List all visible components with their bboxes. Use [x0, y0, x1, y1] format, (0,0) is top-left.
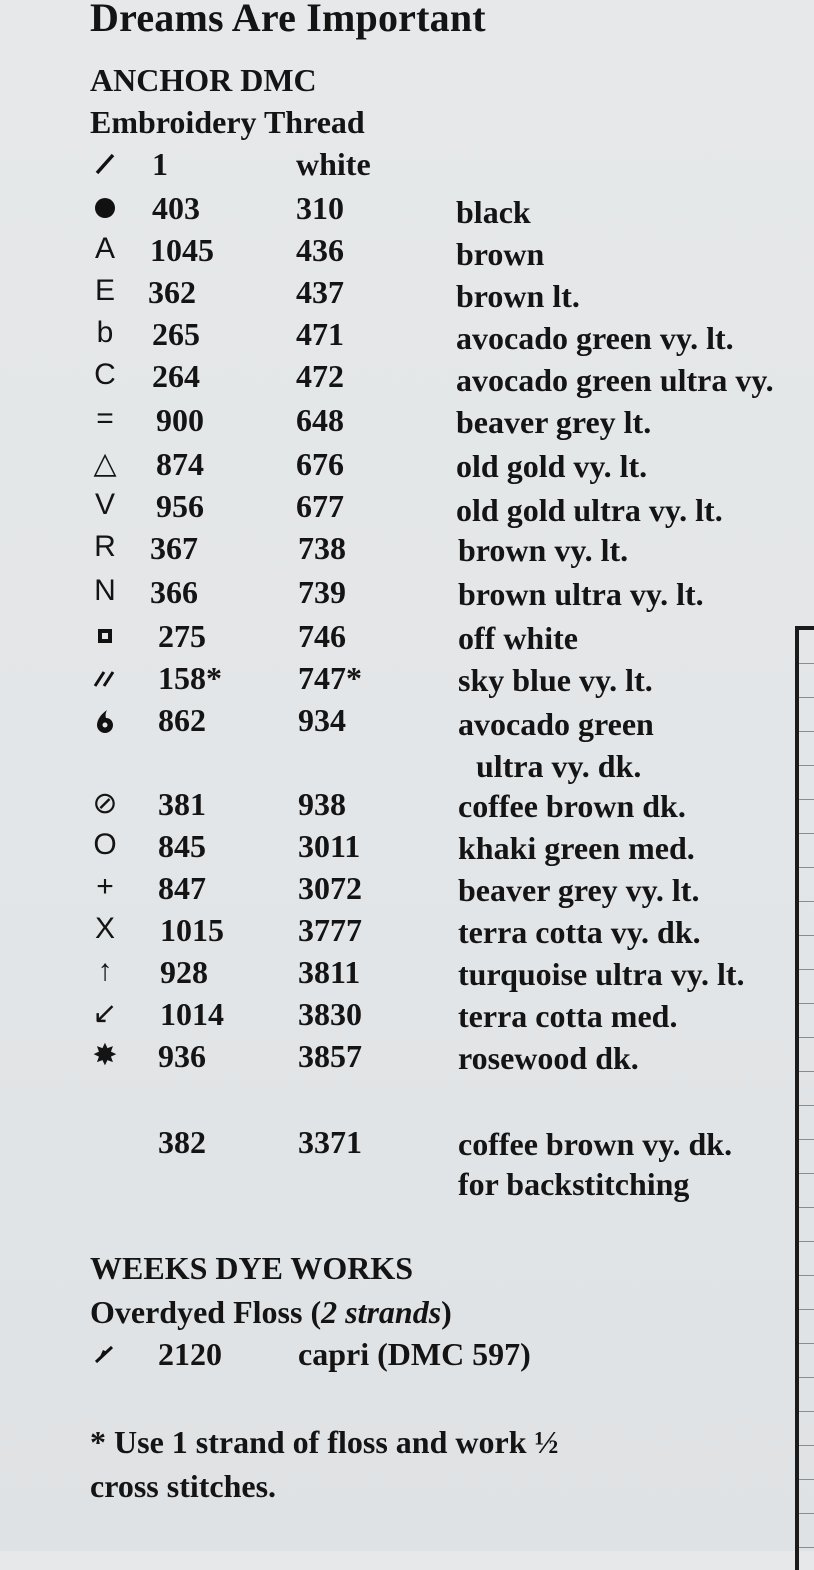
anchor-number: 362 — [148, 274, 196, 310]
color-description: black — [456, 194, 531, 230]
anchor-number: 900 — [156, 402, 204, 438]
dmc-number: 3072 — [298, 870, 362, 906]
color-description: beaver grey vy. lt. — [458, 872, 700, 908]
dmc-number: 648 — [296, 402, 344, 438]
anchor-number: 275 — [158, 618, 206, 654]
color-description: khaki green med. — [458, 830, 695, 866]
thread-row — [0, 190, 814, 230]
thread-row — [0, 996, 814, 1036]
color-description: avocado green vy. lt. — [456, 320, 734, 356]
color-description: coffee brown dk. — [458, 788, 686, 824]
anchor-number: 845 — [158, 828, 206, 864]
subheading-prefix: Overdyed Floss ( — [90, 1294, 322, 1330]
anchor-number: 367 — [150, 530, 198, 566]
dmc-number: 310 — [296, 190, 344, 226]
anchor-number: 1 — [152, 146, 168, 182]
symbol-letter: N — [94, 574, 116, 607]
anchor-number: 874 — [156, 446, 204, 482]
comma-drop-icon — [88, 702, 122, 734]
plus-icon: + — [96, 870, 114, 903]
color-description: old gold vy. lt. — [456, 448, 648, 484]
column-header-type: Embroidery Thread — [90, 104, 365, 140]
anchor-number: 158* — [158, 660, 222, 696]
thread-row — [0, 870, 814, 910]
color-description: sky blue vy. lt. — [458, 662, 653, 698]
color-description-continued: ultra vy. dk. — [476, 748, 642, 784]
triangle-icon: △ — [93, 447, 117, 480]
thread-row — [0, 574, 814, 614]
up-arrow-icon: ↑ — [97, 954, 113, 987]
symbol-letter: b — [96, 316, 114, 349]
backstitch-note: for backstitching — [458, 1166, 690, 1202]
footnote-line-1: * Use 1 strand of floss and work ½ — [90, 1424, 559, 1460]
thread-row — [0, 358, 814, 398]
thread-row — [0, 530, 814, 570]
color-description: brown vy. lt. — [458, 532, 629, 568]
thread-row — [0, 702, 814, 742]
color-description: brown — [456, 236, 545, 272]
dmc-number: 739 — [298, 574, 346, 610]
dmc-number: 938 — [298, 786, 346, 822]
backstitch-row — [0, 1124, 814, 1164]
dmc-number: 471 — [296, 316, 344, 352]
dmc-number: 3371 — [298, 1124, 362, 1160]
dmc-number: 746 — [298, 618, 346, 654]
thread-row — [0, 1038, 814, 1078]
symbol-letter: V — [94, 488, 115, 521]
double-slash-icon — [88, 660, 122, 690]
anchor-number: 265 — [152, 316, 200, 352]
thread-row — [0, 660, 814, 700]
dmc-number: 676 — [296, 446, 344, 482]
footnote-line-2: cross stitches. — [90, 1468, 277, 1504]
color-description: brown ultra vy. lt. — [458, 576, 704, 612]
weeks-subheading — [90, 1294, 452, 1331]
anchor-number: 264 — [152, 358, 200, 394]
column-header-brands: ANCHOR DMC — [90, 62, 317, 98]
thread-row — [0, 954, 814, 994]
thread-row — [0, 786, 814, 826]
weeks-heading: WEEKS DYE WORKS — [90, 1250, 414, 1286]
subheading-strands: 2 strands — [321, 1294, 442, 1330]
color-description: rosewood dk. — [458, 1040, 639, 1076]
filled-circle-icon — [88, 190, 122, 220]
color-description: brown lt. — [456, 278, 580, 314]
color-description: terra cotta med. — [458, 998, 678, 1034]
thread-row — [0, 146, 814, 186]
symbol-letter: R — [94, 530, 116, 563]
weeks-number: 2120 — [158, 1336, 222, 1372]
dmc-number: 3830 — [298, 996, 362, 1032]
dmc-number: 436 — [296, 232, 344, 268]
needle-stroke-icon — [88, 1336, 122, 1366]
color-description: coffee brown vy. dk. — [458, 1126, 733, 1162]
square-dot-icon — [88, 618, 122, 648]
symbol-letter: A — [94, 232, 115, 265]
dmc-number: 747* — [298, 660, 362, 696]
slash-icon — [88, 146, 122, 176]
anchor-number: 1015 — [160, 912, 224, 948]
color-description: beaver grey lt. — [456, 404, 652, 440]
chart-grid-edge — [795, 626, 814, 1570]
anchor-number: 956 — [156, 488, 204, 524]
dmc-number: white — [296, 146, 371, 182]
dmc-number: 738 — [298, 530, 346, 566]
weeks-description: capri (DMC 597) — [298, 1336, 531, 1372]
symbol-letter: E — [94, 274, 115, 307]
dmc-number: 472 — [296, 358, 344, 394]
anchor-number: 382 — [158, 1124, 206, 1160]
color-description: avocado green — [458, 706, 654, 742]
page-title: Dreams Are Important — [90, 0, 486, 40]
thread-row — [0, 488, 814, 528]
thread-row — [0, 618, 814, 658]
symbol-letter: C — [94, 358, 116, 391]
symbol-letter: X — [94, 912, 115, 945]
thread-row — [0, 316, 814, 356]
anchor-number: 1045 — [150, 232, 214, 268]
dmc-number: 3811 — [298, 954, 361, 990]
anchor-number: 366 — [150, 574, 198, 610]
dmc-number: 437 — [296, 274, 344, 310]
subheading-suffix: ) — [441, 1294, 452, 1330]
dmc-number: 934 — [298, 702, 346, 738]
anchor-number: 936 — [158, 1038, 206, 1074]
thread-row — [0, 274, 814, 314]
starburst-icon: ✸ — [92, 1039, 118, 1072]
color-description: turquoise ultra vy. lt. — [458, 956, 745, 992]
thread-row — [0, 446, 814, 486]
thread-row — [0, 402, 814, 442]
thread-row — [0, 232, 814, 272]
color-description: avocado green ultra vy. — [456, 362, 774, 398]
slashed-circle-icon: ⊘ — [92, 787, 118, 820]
dmc-number: 677 — [296, 488, 344, 524]
anchor-number: 403 — [152, 190, 200, 226]
thread-row — [0, 912, 814, 952]
symbol-equals: = — [96, 402, 114, 435]
dmc-number: 3857 — [298, 1038, 362, 1074]
anchor-number: 847 — [158, 870, 206, 906]
anchor-number: 381 — [158, 786, 206, 822]
color-description: terra cotta vy. dk. — [458, 914, 701, 950]
dmc-number: 3777 — [298, 912, 362, 948]
down-left-arrow-icon: ↙ — [92, 997, 118, 1030]
anchor-number: 928 — [160, 954, 208, 990]
circle-letter-o: O — [93, 828, 117, 861]
thread-row — [0, 828, 814, 868]
color-description: old gold ultra vy. lt. — [456, 492, 723, 528]
anchor-number: 862 — [158, 702, 206, 738]
anchor-number: 1014 — [160, 996, 224, 1032]
weeks-row — [0, 1336, 814, 1376]
color-description: off white — [458, 620, 578, 656]
dmc-number: 3011 — [298, 828, 361, 864]
